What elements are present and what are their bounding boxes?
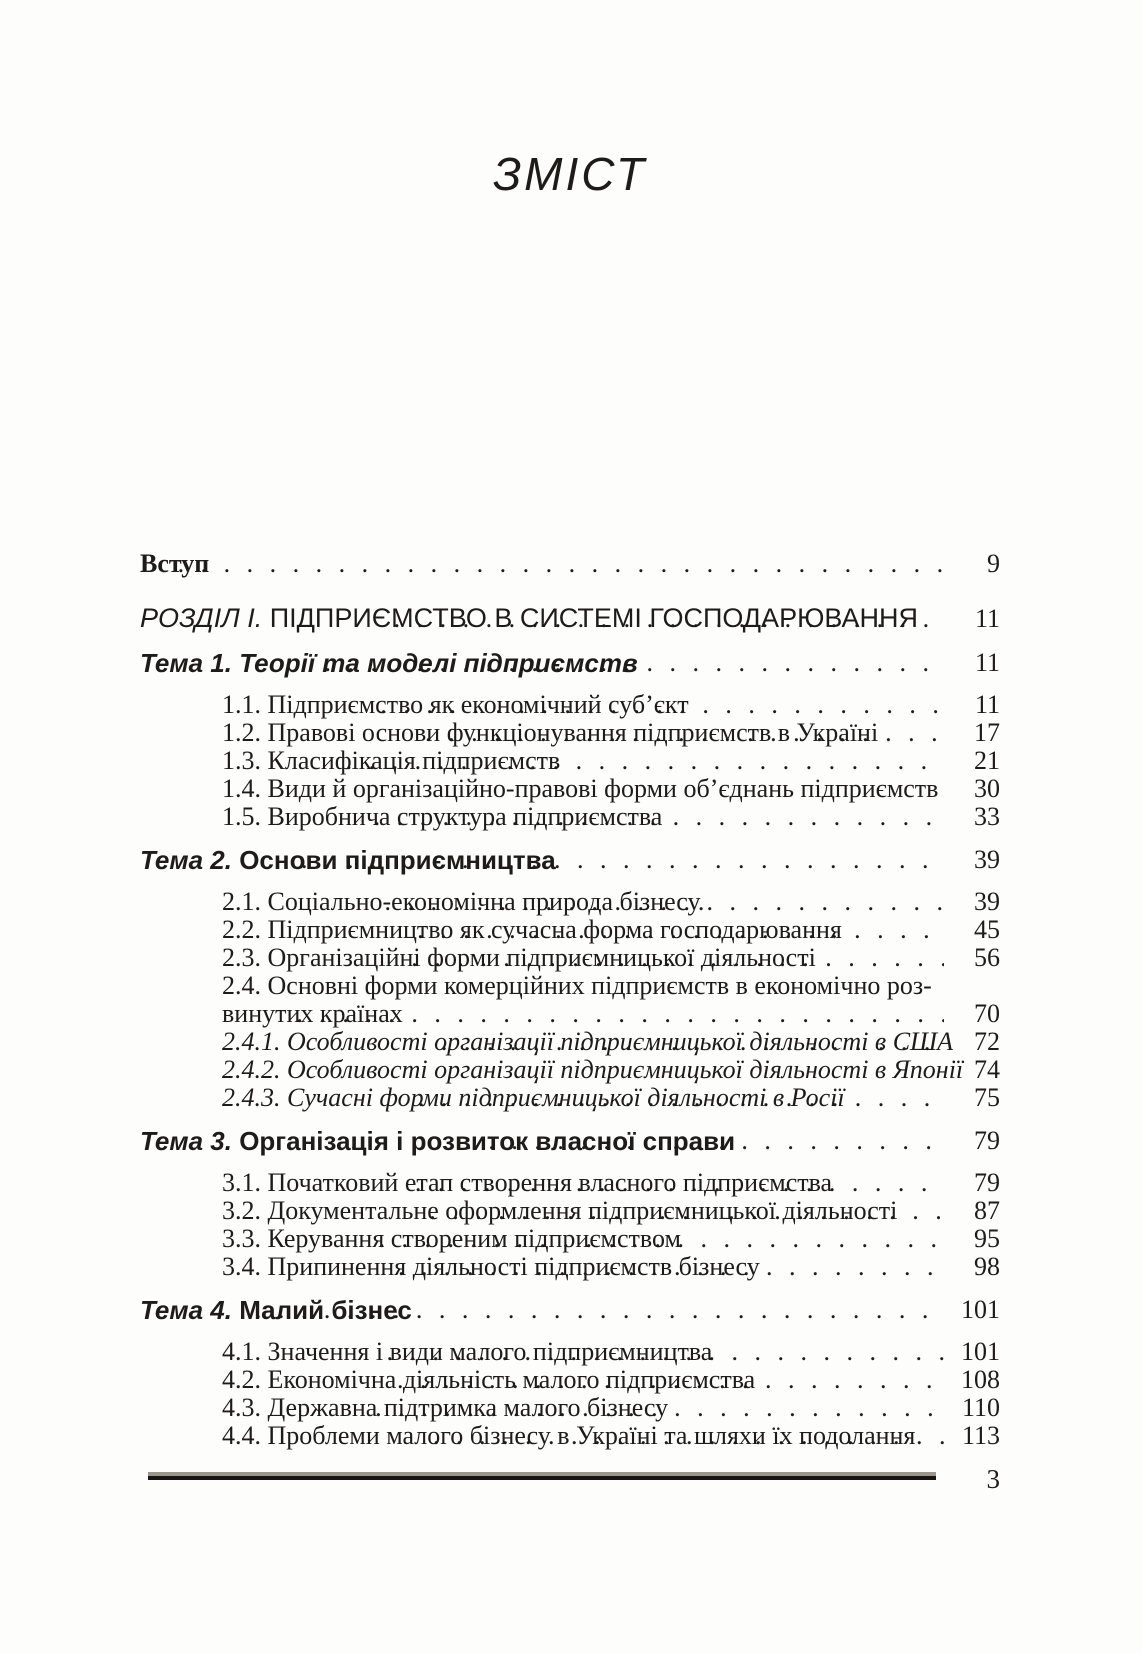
toc-entry-page: 101: [961, 1295, 1000, 1324]
dot-leader: [410, 916, 944, 944]
toc-entry-page: 33: [974, 802, 1000, 831]
toc-row: [140, 1253, 1000, 1281]
dot-leader: [379, 1338, 944, 1366]
toc-entry-label: 4.1. Значення і види малого підприємництва: [222, 1337, 713, 1366]
dot-leader: [294, 845, 944, 875]
toc-entry-title: Теорії та моделі підприємств: [239, 648, 638, 678]
toc-row: [140, 1295, 1000, 1325]
footer-rule: [148, 1472, 936, 1480]
toc-row: [140, 1422, 1000, 1450]
dot-leader: [434, 1028, 944, 1056]
toc-entry-label: [140, 1295, 412, 1325]
toc-entry-label: Вступ: [140, 549, 210, 578]
toc-row: [140, 972, 1000, 1000]
toc-entry-label: 1.3. Класифікація підприємств: [222, 746, 561, 775]
toc-entry-label: 1.1. Підприємство як економічний суб’єкт: [222, 690, 689, 719]
toc-entry-page: 39: [974, 845, 1000, 874]
toc-entry-page: 70: [974, 999, 1000, 1028]
dot-leader: [318, 648, 944, 678]
dot-leader: [387, 603, 944, 634]
toc-entry-label: 3.2. Документальне оформлення підприємницької діяльності: [222, 1196, 898, 1225]
toc-entry-label: 2.3. Організаційні форми підприємницької діяльності: [222, 943, 816, 972]
toc-entry-page: 72: [974, 1027, 1000, 1056]
page-title: ЗМІСТ: [492, 148, 648, 200]
toc-row: [140, 845, 1000, 875]
toc-entry-prefix: Тема 3.: [140, 1126, 240, 1156]
toc-row: [140, 1169, 1000, 1197]
toc-row: [140, 1126, 1000, 1156]
toc-entry-page: 11: [974, 690, 1000, 719]
toc-row: [140, 916, 1000, 944]
toc-row: [140, 691, 1000, 719]
toc-entry-label: 3.4. Припинення діяльності підприємств бізнесу: [222, 1252, 760, 1281]
dot-leader: [411, 1084, 944, 1112]
dot-leader: [931, 972, 944, 1000]
toc-entry-label: 2.4. Основні форми комерційних підприємств в економічно роз-: [222, 971, 932, 1000]
toc-row: [140, 944, 1000, 972]
toc-entry-prefix: РОЗДІЛ І.: [140, 603, 270, 633]
dot-leader: [373, 691, 944, 719]
toc-entry-page: 87: [974, 1196, 1000, 1225]
dot-leader: [408, 1169, 944, 1197]
toc-row: [140, 775, 1000, 803]
toc-row: [140, 719, 1000, 747]
toc-entry-label: [140, 1126, 736, 1156]
toc-entry-label: 1.2. Правові основи функціонування підприємств в Україні: [222, 718, 879, 747]
toc-entry-prefix: Тема 1.: [140, 648, 240, 678]
toc-entry-label: [140, 648, 638, 678]
dot-leader: [390, 1366, 944, 1394]
dot-leader: [343, 1126, 944, 1156]
page-number: 3: [986, 1464, 1000, 1494]
toc-entry-prefix: Тема 2.: [140, 845, 240, 875]
toc-row: [140, 888, 1000, 916]
toc-entry-page: 56: [974, 943, 1000, 972]
toc-entry-page: 11: [974, 604, 1000, 633]
dot-leader: [171, 550, 944, 578]
toc-row: [140, 1338, 1000, 1366]
toc-row: [140, 803, 1000, 831]
toc-entry-page: 108: [961, 1365, 1000, 1394]
toc-entry-page: 9: [987, 549, 1000, 578]
toc-entry-title: ПІДПРИЄМСТВО В СИСТЕМІ ГОСПОДАРЮВАННЯ: [269, 603, 918, 633]
toc-row: [140, 550, 1000, 578]
toc-entry-page: 21: [974, 746, 1000, 775]
toc-row: [140, 1225, 1000, 1253]
dot-leader: [426, 1422, 944, 1450]
dot-leader: [418, 719, 944, 747]
toc-row: [140, 603, 1000, 634]
toc-row: [140, 1000, 1000, 1028]
toc-entry-page: 45: [974, 915, 1000, 944]
toc-entry-label: 4.4. Проблеми малого бізнесу в Україні та шляхи їх подолання: [222, 1421, 916, 1450]
toc-entry-label: 2.1. Соціально-економічна природа бізнесу.: [222, 887, 705, 916]
toc-row: [140, 1197, 1000, 1225]
toc-entry-page: 30: [974, 774, 1000, 803]
toc-row: [140, 1028, 1000, 1056]
toc-entry-label: 4.2. Економічна діяльність малого підприємства: [222, 1365, 756, 1394]
toc-entry-label: винутих країнах: [222, 999, 403, 1028]
toc-row: [140, 1366, 1000, 1394]
footer: [140, 1463, 1000, 1495]
toc-entry-page: 98: [974, 1252, 1000, 1281]
dot-leader: [339, 747, 944, 775]
toc-entry-page: 79: [974, 1126, 1000, 1155]
dot-leader: [289, 1000, 944, 1028]
toc-row: [140, 648, 1000, 678]
toc-entry-page: 110: [961, 1393, 1000, 1422]
toc-entry-label: 3.1. Початковий етап створення власного підприємства: [222, 1168, 833, 1197]
toc-entry-title: Малий бізнес: [239, 1295, 412, 1325]
toc-entry-page: 95: [974, 1224, 1000, 1253]
dot-leader: [404, 944, 944, 972]
toc-entry-label: 2.4.2. Особливості організації підприємницької діяльності в Японії: [222, 1055, 964, 1084]
dot-leader: [368, 1394, 944, 1422]
toc-entry-title: Організація і розвиток власної справи: [239, 1126, 736, 1156]
toc-entry-label: 2.4.1. Особливості організації підприємницької діяльності в США: [222, 1027, 954, 1056]
toc-entry-label: 2.2. Підприємництво як сучасна форма господарювання: [222, 915, 842, 944]
toc-row: [140, 1056, 1000, 1084]
toc-row: [140, 1084, 1000, 1112]
toc-entry-page: [944, 972, 1000, 1000]
toc-entry-page: 17: [974, 718, 1000, 747]
dot-leader: [248, 1295, 944, 1325]
dot-leader: [931, 1056, 944, 1084]
toc-entry-label: [140, 603, 918, 634]
toc-entry-label: 2.4.3. Сучасні форми підприємницької діяльності в Росії: [222, 1083, 845, 1112]
toc-list: [140, 550, 1000, 1450]
toc-entry-label: 1.4. Види й організаційно-правові форми об’єднань підприємств: [222, 774, 939, 803]
toc-entry-page: 39: [974, 887, 1000, 916]
dot-leader: [391, 1253, 944, 1281]
toc-row: [140, 1394, 1000, 1422]
toc-entry-label: 1.5. Виробнича структура підприємства: [222, 802, 663, 831]
toc-entry-page: 75: [974, 1083, 1000, 1112]
toc-entry-prefix: Тема 4.: [140, 1295, 240, 1325]
dot-leader: [422, 1197, 944, 1225]
toc-entry-label: 3.3. Керування створеним підприємством: [222, 1224, 681, 1253]
toc-row: [140, 747, 1000, 775]
toc-entry-title: Основи підприємництва: [239, 845, 556, 875]
dot-leader: [931, 775, 944, 803]
toc-entry-page: 79: [974, 1168, 1000, 1197]
toc-entry-label: 4.3. Державна підтримка малого бізнесу: [222, 1393, 669, 1422]
dot-leader: [371, 1225, 944, 1253]
toc-entry-page: 74: [974, 1055, 1000, 1084]
toc-entry-label: [140, 845, 556, 875]
toc-entry-page: 11: [974, 648, 1000, 677]
dot-leader: [377, 888, 944, 916]
dot-leader: [367, 803, 944, 831]
toc-entry-page: 113: [961, 1421, 1000, 1450]
toc-entry-page: 101: [961, 1337, 1000, 1366]
